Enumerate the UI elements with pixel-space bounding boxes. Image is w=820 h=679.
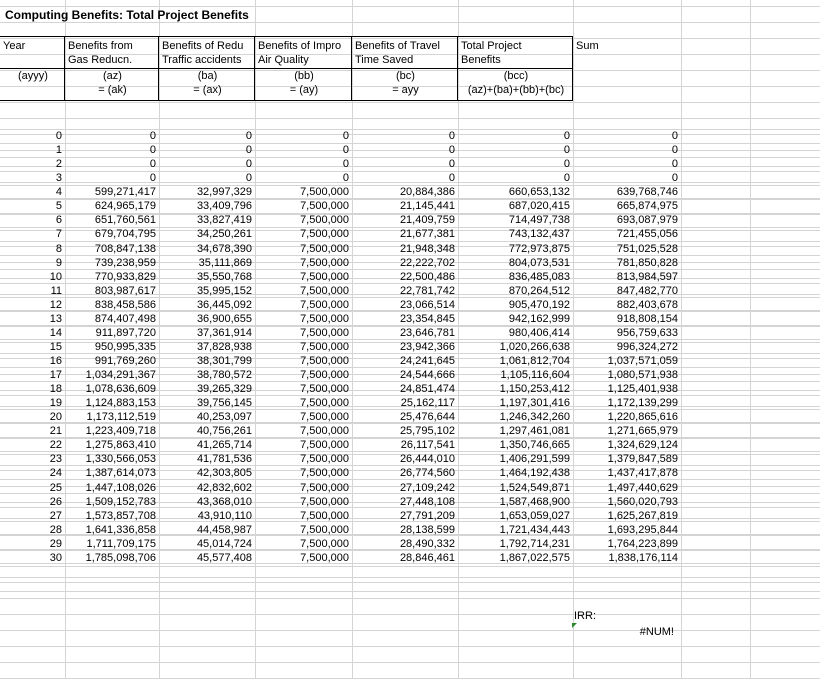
table-cell[interactable]: 7,500,000 [300, 284, 349, 297]
table-cell[interactable]: 29 [49, 537, 62, 550]
table-cell[interactable]: 1,379,847,589 [607, 453, 678, 466]
table-cell[interactable]: 0 [245, 130, 252, 142]
header-border [254, 36, 255, 100]
table-cell[interactable]: 714,497,738 [508, 214, 570, 227]
table-cell[interactable]: 770,933,829 [94, 270, 156, 283]
table-cell[interactable]: 739,238,959 [94, 256, 156, 269]
gridline-horizontal [0, 630, 820, 631]
table-cell[interactable]: 36,445,092 [196, 298, 252, 311]
table-cell[interactable]: 1,223,409,718 [85, 425, 156, 438]
gridline-horizontal [0, 118, 820, 119]
table-cell[interactable]: 950,995,335 [94, 340, 156, 353]
table-cell[interactable]: 0 [671, 158, 678, 171]
table-cell[interactable]: 13 [49, 312, 62, 325]
table-cell[interactable]: 0 [55, 130, 62, 142]
table-cell[interactable]: 43,368,010 [196, 495, 252, 508]
table-cell[interactable]: 21,948,348 [399, 242, 455, 255]
gridline-horizontal [0, 577, 820, 578]
header-air-line1[interactable]: Benefits of Impro [258, 40, 342, 52]
table-cell[interactable]: 651,760,561 [94, 214, 156, 227]
header-gas-line4[interactable]: = (ak) [98, 84, 127, 96]
header-sum-line2[interactable] [576, 54, 679, 66]
table-cell[interactable]: 7,500,000 [300, 200, 349, 213]
table-cell[interactable]: 26 [49, 495, 62, 508]
table-cell[interactable]: 14 [49, 326, 62, 339]
table-cell[interactable]: 599,271,417 [94, 186, 156, 199]
table-cell[interactable]: 0 [448, 158, 455, 171]
table-cell[interactable]: 3 [55, 172, 62, 185]
table-cell[interactable]: 7,500,000 [300, 397, 349, 410]
header-year-line2[interactable] [3, 54, 63, 66]
header-traffic-line4[interactable]: = (ax) [193, 84, 222, 96]
table-cell[interactable]: 22,500,486 [399, 270, 455, 283]
table-cell[interactable]: 1,587,468,900 [499, 495, 570, 508]
table-cell[interactable]: 7,500,000 [300, 509, 349, 522]
table-cell[interactable]: 1,792,714,231 [499, 537, 570, 550]
table-cell[interactable]: 1,693,295,844 [607, 523, 678, 536]
table-cell[interactable]: 1,297,461,081 [499, 425, 570, 438]
table-cell[interactable]: 23,354,845 [399, 312, 455, 325]
table-cell[interactable]: 1,020,266,638 [499, 340, 570, 353]
table-cell[interactable]: 7,500,000 [300, 270, 349, 283]
table-cell[interactable]: 21,677,381 [399, 228, 455, 241]
table-cell[interactable]: 708,847,138 [94, 242, 156, 255]
table-cell[interactable]: 18 [49, 383, 62, 396]
table-cell[interactable]: 7,500,000 [300, 523, 349, 536]
table-cell[interactable]: 26,117,541 [400, 439, 455, 452]
table-cell[interactable]: 22,222,702 [399, 256, 455, 269]
table-cell[interactable]: 6 [55, 214, 62, 227]
table-cell[interactable]: 8 [55, 242, 62, 255]
table-cell[interactable]: 39,756,145 [196, 397, 252, 410]
table-cell[interactable]: 1,330,566,053 [85, 453, 156, 466]
gridline-horizontal [0, 591, 820, 592]
table-cell[interactable]: 665,874,975 [616, 200, 678, 213]
table-cell[interactable]: 28,490,332 [399, 537, 455, 550]
gridline-vertical [458, 0, 459, 679]
table-cell[interactable]: 34,678,390 [196, 242, 252, 255]
gridline-vertical [750, 0, 751, 679]
table-cell[interactable]: 1,387,614,073 [85, 467, 156, 480]
table-cell[interactable]: 1,447,108,026 [85, 481, 156, 494]
table-cell[interactable]: 2 [55, 158, 62, 171]
gridline-horizontal [0, 646, 820, 647]
table-cell[interactable]: 7,500,000 [300, 411, 349, 424]
table-cell[interactable]: 7,500,000 [300, 214, 349, 227]
gridline-horizontal [0, 409, 820, 410]
table-cell[interactable]: 39,265,329 [196, 383, 252, 396]
gridline-horizontal [0, 598, 820, 599]
table-cell[interactable]: 33,827,419 [196, 214, 252, 227]
table-cell[interactable]: 0 [563, 158, 570, 171]
table-cell[interactable]: 7,500,000 [300, 228, 349, 241]
table-cell[interactable]: 0 [448, 130, 455, 142]
header-border [64, 36, 65, 100]
table-cell[interactable]: 27,109,242 [399, 481, 455, 494]
table-cell[interactable]: 1,437,417,878 [607, 467, 678, 480]
table-cell[interactable]: 27 [49, 509, 62, 522]
header-sum-line4[interactable] [576, 84, 679, 96]
gridline-vertical [681, 0, 682, 679]
header-travel-line1[interactable]: Benefits of Travel [355, 40, 440, 52]
table-cell[interactable]: 0 [671, 172, 678, 185]
table-cell[interactable]: 905,470,192 [508, 298, 570, 311]
table-cell[interactable]: 1,497,440,629 [607, 481, 678, 494]
table-cell[interactable]: 7,500,000 [300, 467, 349, 480]
table-cell[interactable]: 1,573,857,708 [85, 509, 156, 522]
table-cell[interactable]: 0 [149, 144, 156, 157]
table-cell[interactable]: 0 [149, 172, 156, 185]
sheet-title: Computing Benefits: Total Project Benefits [5, 8, 249, 22]
table-cell[interactable]: 1,197,301,416 [499, 397, 570, 410]
header-border [0, 36, 573, 37]
header-year-line4[interactable] [3, 84, 63, 96]
table-cell[interactable]: 20 [49, 411, 62, 424]
table-cell[interactable]: 44,458,987 [196, 523, 252, 536]
table-cell[interactable]: 41,781,536 [196, 453, 252, 466]
table-cell[interactable]: 21,409,759 [399, 214, 455, 227]
header-sum-line3[interactable] [576, 70, 679, 82]
table-cell[interactable]: 43,910,110 [197, 509, 252, 522]
table-cell[interactable]: 11 [50, 284, 62, 297]
table-cell[interactable]: 1,406,291,599 [499, 453, 570, 466]
table-cell[interactable]: 27,448,108 [399, 495, 455, 508]
table-cell[interactable]: 42,832,602 [196, 481, 252, 494]
table-cell[interactable]: 1,150,253,412 [499, 383, 570, 396]
table-cell[interactable]: 0 [563, 144, 570, 157]
gridline-horizontal [0, 38, 820, 39]
gridline-horizontal [0, 662, 820, 663]
header-total-line4[interactable]: (az)+(ba)+(bb)+(bc) [467, 84, 565, 96]
table-cell[interactable]: 17 [49, 369, 62, 381]
table-cell[interactable]: 16 [49, 355, 62, 367]
table-cell[interactable]: 25,162,117 [400, 397, 455, 410]
table-cell[interactable]: 7,500,000 [300, 537, 349, 550]
table-cell[interactable]: 23,646,781 [399, 326, 455, 339]
table-cell[interactable]: 34,250,261 [196, 228, 252, 241]
irr-label[interactable]: IRR: [574, 610, 596, 622]
table-cell[interactable]: 26,444,010 [399, 453, 455, 466]
table-cell[interactable]: 21,145,441 [399, 200, 455, 213]
table-cell[interactable]: 0 [342, 172, 349, 185]
table-cell[interactable]: 803,987,617 [94, 284, 156, 297]
table-cell[interactable]: 1,509,152,783 [85, 495, 156, 508]
table-cell[interactable]: 45,014,724 [196, 537, 252, 550]
header-travel-line4[interactable]: = ayy [392, 84, 419, 96]
table-cell[interactable]: 41,265,714 [196, 439, 252, 452]
table-cell[interactable]: 30 [49, 551, 62, 564]
table-cell[interactable]: 23 [49, 453, 62, 466]
table-cell[interactable]: 1 [55, 144, 62, 157]
table-cell[interactable]: 1,838,176,114 [608, 551, 678, 564]
table-cell[interactable]: 1,034,291,367 [85, 369, 156, 381]
table-cell[interactable]: 7,500,000 [300, 298, 349, 311]
table-cell[interactable]: 660,653,132 [508, 186, 570, 199]
header-border [0, 100, 573, 101]
header-sum-line1[interactable]: Sum [576, 40, 599, 52]
header-border [351, 36, 352, 100]
table-cell[interactable]: 37,828,938 [196, 340, 252, 353]
table-cell[interactable]: 32,997,329 [196, 186, 252, 199]
table-cell[interactable]: 0 [448, 172, 455, 185]
table-cell[interactable]: 37,361,914 [196, 326, 252, 339]
header-total-line3[interactable]: (bcc) [503, 70, 529, 82]
table-cell[interactable]: 874,407,498 [94, 312, 156, 325]
table-cell[interactable]: 0 [563, 130, 570, 142]
table-cell[interactable]: 7,500,000 [300, 495, 349, 508]
table-cell[interactable]: 7,500,000 [300, 186, 349, 199]
table-cell[interactable]: 7,500,000 [300, 551, 349, 564]
table-cell[interactable]: 1,078,636,609 [85, 383, 156, 396]
table-cell[interactable]: 35,111,869 [198, 256, 252, 269]
table-cell[interactable]: 1,275,863,410 [85, 439, 156, 452]
table-cell[interactable]: 25 [49, 481, 62, 494]
table-cell[interactable]: 1,220,865,616 [607, 411, 678, 424]
header-gas-line1[interactable]: Benefits from [68, 40, 133, 52]
table-cell[interactable]: 7,500,000 [300, 242, 349, 255]
gridline-horizontal [0, 22, 820, 23]
table-cell[interactable]: 24,241,645 [399, 355, 455, 367]
table-cell[interactable]: 836,485,083 [508, 270, 570, 283]
table-cell[interactable]: 7,500,000 [300, 439, 349, 452]
table-cell[interactable]: 1,172,139,299 [607, 397, 678, 410]
table-cell[interactable]: 33,409,796 [196, 200, 252, 213]
table-cell[interactable]: 911,897,720 [95, 326, 156, 339]
header-gas-line2[interactable]: Gas Reducn. [68, 54, 133, 66]
table-cell[interactable]: 7,500,000 [300, 326, 349, 339]
table-cell[interactable]: 1,625,267,819 [607, 509, 678, 522]
table-cell[interactable]: 1,271,665,979 [607, 425, 678, 438]
table-cell[interactable]: 7 [55, 228, 62, 241]
table-cell[interactable]: 23,942,366 [399, 340, 455, 353]
table-cell[interactable]: 1,641,336,858 [85, 523, 156, 536]
table-cell[interactable]: 24,851,474 [399, 383, 455, 396]
table-cell[interactable]: 7,500,000 [300, 355, 349, 367]
gridline-horizontal [0, 381, 820, 382]
table-cell[interactable]: 996,324,272 [616, 340, 678, 353]
table-cell[interactable]: 9 [55, 256, 62, 269]
table-cell[interactable]: 22 [49, 439, 62, 452]
table-cell[interactable]: 1,711,709,175 [86, 537, 156, 550]
gridline-horizontal [0, 395, 820, 396]
table-cell[interactable]: 20,884,386 [399, 186, 455, 199]
header-air-line4[interactable]: = (ay) [289, 84, 319, 96]
table-cell[interactable]: 1,524,549,871 [499, 481, 570, 494]
table-cell[interactable]: 28,846,461 [399, 551, 455, 564]
table-cell[interactable]: 639,768,746 [616, 186, 678, 199]
table-cell[interactable]: 1,324,629,124 [607, 439, 678, 452]
table-cell[interactable]: 743,132,437 [508, 228, 570, 241]
table-cell[interactable]: 0 [245, 158, 252, 171]
table-cell[interactable]: 24 [49, 467, 62, 480]
table-cell[interactable]: 35,995,152 [196, 284, 252, 297]
table-cell[interactable]: 1,464,192,438 [499, 467, 570, 480]
table-cell[interactable]: 0 [149, 158, 156, 171]
header-total-line1[interactable]: Total Project [461, 40, 522, 52]
gridline-vertical [65, 0, 66, 679]
table-cell[interactable]: 5 [55, 200, 62, 213]
table-cell[interactable]: 1,124,883,153 [85, 397, 156, 410]
gridline-vertical [255, 0, 256, 679]
table-cell[interactable]: 36,900,655 [196, 312, 252, 325]
table-cell[interactable]: 0 [342, 130, 349, 142]
header-traffic-line3[interactable]: (ba) [197, 70, 218, 82]
header-border [457, 36, 458, 100]
table-cell[interactable]: 1,173,112,519 [86, 411, 156, 424]
table-cell[interactable]: 1,080,571,938 [607, 369, 678, 381]
table-cell[interactable]: 24,544,666 [399, 369, 455, 381]
header-air-line2[interactable]: Air Quality [258, 54, 309, 66]
table-cell[interactable]: 1,350,746,665 [499, 439, 570, 452]
irr-value[interactable]: #NUM! [639, 626, 674, 638]
table-cell[interactable]: 751,025,528 [616, 242, 678, 255]
table-cell[interactable]: 7,500,000 [300, 481, 349, 494]
gridline-horizontal [0, 339, 820, 340]
table-cell[interactable]: 991,769,260 [94, 355, 156, 367]
header-border [0, 68, 573, 69]
header-year-line3[interactable]: (ayyy) [18, 70, 48, 82]
header-border [572, 36, 573, 100]
table-cell[interactable]: 7,500,000 [300, 312, 349, 325]
table-cell[interactable]: 781,850,828 [616, 256, 678, 269]
table-cell[interactable]: 0 [245, 144, 252, 157]
table-cell[interactable]: 7,500,000 [300, 256, 349, 269]
table-cell[interactable]: 772,973,875 [508, 242, 570, 255]
table-cell[interactable]: 0 [245, 172, 252, 185]
header-traffic-line1[interactable]: Benefits of Redu [162, 40, 244, 52]
header-travel-line2[interactable]: Time Saved [355, 54, 414, 66]
table-cell[interactable]: 7,500,000 [300, 369, 349, 381]
table-cell[interactable]: 1,560,020,793 [607, 495, 678, 508]
table-cell[interactable]: 0 [671, 130, 678, 142]
table-cell[interactable]: 0 [149, 130, 156, 142]
error-indicator-icon [572, 623, 577, 628]
table-cell[interactable]: 721,455,056 [616, 228, 678, 241]
table-cell[interactable]: 28 [49, 523, 62, 536]
header-air-line3[interactable]: (bb) [294, 70, 314, 82]
table-cell[interactable]: 1,867,022,575 [499, 551, 570, 564]
table-cell[interactable]: 870,264,512 [508, 284, 570, 297]
gridline-vertical [352, 0, 353, 679]
table-cell[interactable]: 942,162,999 [508, 312, 570, 325]
table-cell[interactable]: 838,458,586 [94, 298, 156, 311]
table-cell[interactable]: 26,774,560 [399, 467, 455, 480]
table-cell[interactable]: 22,781,742 [399, 284, 455, 297]
table-cell[interactable]: 7,500,000 [300, 453, 349, 466]
table-cell[interactable]: 10 [49, 270, 62, 283]
table-cell[interactable]: 624,965,179 [94, 200, 156, 213]
table-cell[interactable]: 40,756,261 [196, 425, 252, 438]
table-cell[interactable]: 19 [49, 397, 62, 410]
table-cell[interactable]: 679,704,795 [94, 228, 156, 241]
table-cell[interactable]: 1,764,223,899 [607, 537, 678, 550]
header-year-line1[interactable]: Year [3, 40, 26, 52]
table-cell[interactable]: 0 [671, 144, 678, 157]
table-cell[interactable]: 1,037,571,059 [607, 355, 678, 367]
header-gas-line3[interactable]: (az) [103, 70, 122, 82]
table-cell[interactable]: 1,105,116,604 [500, 369, 570, 381]
table-cell[interactable]: 813,984,597 [616, 270, 678, 283]
table-cell[interactable]: 25,795,102 [399, 425, 455, 438]
table-cell[interactable]: 42,303,805 [196, 467, 252, 480]
table-cell[interactable]: 4 [55, 186, 62, 199]
gridline-horizontal [0, 367, 820, 368]
table-cell[interactable]: 804,073,531 [508, 256, 570, 269]
header-traffic-line2[interactable]: Traffic accidents [162, 54, 242, 66]
table-cell[interactable]: 27,791,209 [399, 509, 455, 522]
table-cell[interactable]: 28,138,599 [399, 523, 455, 536]
table-cell[interactable]: 15 [49, 340, 62, 353]
header-travel-line3[interactable]: (bc) [396, 70, 415, 82]
table-cell[interactable]: 693,087,979 [616, 214, 678, 227]
table-cell[interactable]: 0 [448, 144, 455, 157]
table-cell[interactable]: 45,577,408 [196, 551, 252, 564]
table-cell[interactable]: 7,500,000 [300, 383, 349, 396]
table-cell[interactable]: 35,550,768 [196, 270, 252, 283]
table-cell[interactable]: 1,125,401,938 [607, 383, 678, 396]
table-cell[interactable]: 0 [342, 158, 349, 171]
table-cell[interactable]: 40,253,097 [196, 411, 252, 424]
table-cell[interactable]: 12 [49, 298, 62, 311]
table-cell[interactable]: 38,301,799 [196, 355, 252, 367]
table-cell[interactable]: 7,500,000 [300, 340, 349, 353]
table-cell[interactable]: 687,020,415 [508, 200, 570, 213]
table-cell[interactable]: 1,785,098,706 [85, 551, 156, 564]
table-cell[interactable]: 0 [342, 144, 349, 157]
table-cell[interactable]: 956,759,633 [616, 326, 678, 339]
table-cell[interactable]: 1,721,434,443 [499, 523, 570, 536]
table-cell[interactable]: 918,808,154 [616, 312, 678, 325]
gridline-vertical [159, 0, 160, 679]
header-border [158, 36, 159, 100]
table-cell[interactable]: 1,061,812,704 [499, 355, 570, 367]
gridline-horizontal [0, 614, 820, 615]
table-cell[interactable]: 38,780,572 [196, 369, 252, 381]
table-cell[interactable]: 23,066,514 [399, 298, 455, 311]
table-cell[interactable]: 25,476,644 [399, 411, 455, 424]
table-cell[interactable]: 1,653,059,027 [499, 509, 570, 522]
table-cell[interactable]: 847,482,770 [616, 284, 678, 297]
table-cell[interactable]: 0 [563, 172, 570, 185]
table-cell[interactable]: 1,246,342,260 [499, 411, 570, 424]
table-cell[interactable]: 882,403,678 [616, 298, 678, 311]
header-total-line2[interactable]: Benefits [461, 54, 501, 66]
gridline-horizontal [0, 6, 820, 7]
table-cell[interactable]: 21 [49, 425, 62, 438]
gridline-horizontal [0, 102, 820, 103]
gridline-horizontal [0, 353, 820, 354]
gridline-vertical [573, 0, 574, 679]
table-cell[interactable]: 980,406,414 [508, 326, 570, 339]
gridline-horizontal [0, 582, 820, 583]
table-cell[interactable]: 7,500,000 [300, 425, 349, 438]
gridline-horizontal [0, 566, 820, 567]
